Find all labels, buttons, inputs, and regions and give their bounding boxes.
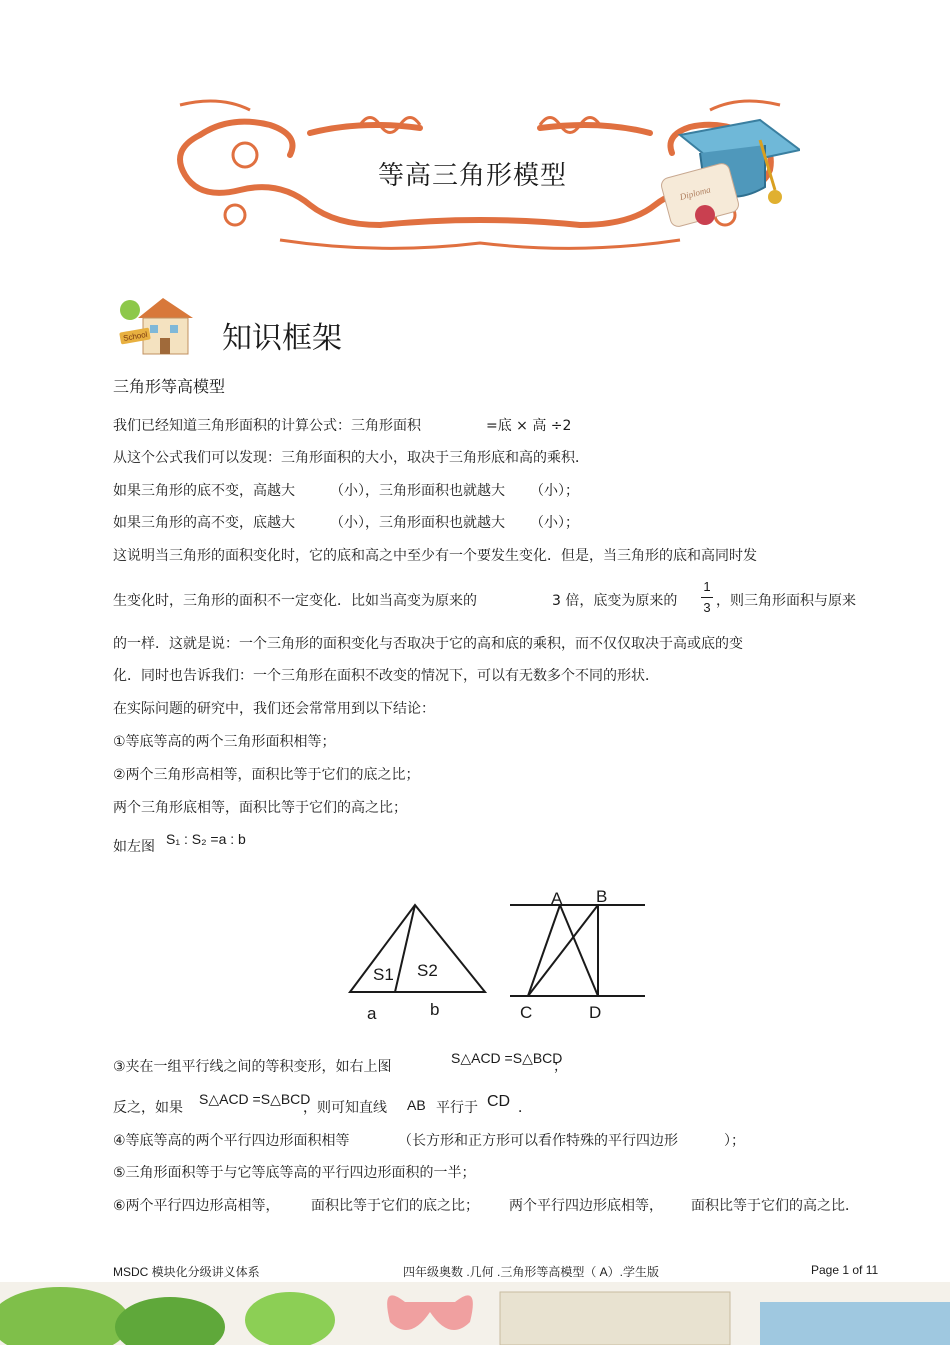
paragraph-line: [113, 415, 572, 435]
paragraph-line: [113, 512, 579, 532]
paragraph-line: [113, 590, 856, 610]
label-b: b: [430, 1000, 440, 1019]
text-span: 如果三角形的底不变，高越大: [113, 483, 295, 499]
text-span: 面积比等于它们的底之比；: [311, 1198, 479, 1214]
paragraph-line: 的一样．这就是说：一个三角形的面积变化与否取决于它的高和底的乘积，而不仅仅取决于高或底的变: [113, 636, 743, 652]
section-title: 知识框架: [222, 321, 342, 356]
text-span: 两个平行四边形底相等，: [509, 1198, 663, 1214]
area-formula: =底 × 高 ÷2: [486, 418, 572, 434]
paragraph-line: [113, 480, 579, 500]
subheading: 三角形等高模型: [113, 377, 226, 396]
text-span: （小）；: [530, 515, 579, 531]
text-span: （长方形和正方形可以看作特殊的平行四边形: [398, 1133, 678, 1149]
footer-left: MSDC 模块化分级讲义体系: [113, 1265, 260, 1279]
label-s1: S1: [373, 965, 394, 984]
line-cd: CD: [487, 1093, 511, 1110]
text-span: ．: [518, 1100, 532, 1116]
fraction-bar: [701, 597, 713, 598]
conclusion-5: ⑤三角形面积等于与它等底等高的平行四边形面积的一半；: [113, 1165, 476, 1181]
conclusion-4: [113, 1130, 745, 1150]
text-span: ④等底等高的两个平行四边形面积相等: [113, 1133, 350, 1149]
text-span: 平行于: [436, 1100, 478, 1116]
text-span: 反之，如果: [113, 1100, 183, 1116]
text-span: 如果三角形的高不变，底越大: [113, 515, 295, 531]
text-span: （小），三角形面积也就越大: [330, 515, 505, 531]
footer-center: 四年级奥数 .几何 .三角形等高模型（ A）.学生版: [403, 1265, 660, 1279]
text-span: （小），三角形面积也就越大: [330, 483, 505, 499]
text-span: ）；: [724, 1133, 745, 1149]
example-line: [113, 831, 246, 856]
text-span: 我们已经知道三角形面积的计算公式：三角形面积: [113, 418, 421, 434]
paragraph-line: 从这个公式我们可以发现：三角形面积的大小，取决于三角形底和高的乘积．: [113, 450, 589, 466]
line-ab: AB: [407, 1097, 426, 1113]
paragraph-line: 在实际问题的研究中，我们还会常常用到以下结论：: [113, 701, 435, 717]
converse-line: [113, 1091, 532, 1117]
text-span: 生变化时，三角形的面积不一定变化．比如当高变为原来的: [113, 593, 477, 609]
text-span: ；: [553, 1059, 567, 1075]
label-s2: S2: [417, 961, 438, 980]
text-span: 如左图: [113, 839, 155, 855]
conclusion-2b: 两个三角形底相等，面积比等于它们的高之比；: [113, 800, 407, 816]
fraction-denominator: 3: [703, 600, 711, 615]
conclusion-6: [113, 1195, 859, 1215]
school-house-icon: [118, 290, 198, 360]
school-sign-label: School: [122, 329, 149, 344]
area-equality-formula: S△ACD =S△BCD: [199, 1091, 311, 1107]
footer-page-number: Page 1 of 11: [811, 1263, 879, 1277]
label-A: A: [551, 889, 563, 908]
label-a: a: [367, 1004, 377, 1023]
paragraph-line: 这说明当三角形的面积变化时，它的底和高之中至少有一个要发生变化．但是，当三角形的底和高同时发: [113, 548, 757, 564]
geometry-figures: [340, 880, 660, 1025]
fraction-numerator: 1: [703, 579, 711, 594]
paragraph-line: 化．同时也告诉我们：一个三角形在面积不改变的情况下，可以有无数多个不同的形状．: [113, 668, 659, 684]
label-D: D: [589, 1003, 602, 1022]
area-equality-formula: S△ACD =S△BCD: [451, 1050, 563, 1066]
text-span: 面积比等于它们的高之比．: [691, 1198, 859, 1214]
label-B: B: [596, 887, 608, 906]
conclusion-3: [113, 1050, 567, 1076]
diploma-icon: [660, 162, 741, 228]
text-span: （小）；: [530, 483, 579, 499]
diploma-label: Diploma: [678, 184, 712, 203]
label-C: C: [520, 1003, 533, 1022]
text-span: 3 倍，底变为原来的: [552, 593, 678, 609]
text-span: ③夹在一组平行线之间的等积变形，如右上图: [113, 1059, 392, 1075]
text-span: ，则三角形面积与原来: [716, 593, 856, 609]
conclusion-2: ②两个三角形高相等，面积比等于它们的底之比；: [113, 767, 420, 783]
conclusion-1: ①等底等高的两个三角形面积相等；: [113, 734, 336, 750]
page-title: 等高三角形模型: [377, 161, 567, 191]
text-span: ，则可知直线: [303, 1100, 387, 1116]
bottom-decoration: [0, 1282, 950, 1345]
ratio-formula: S₁ : S₂ =a : b: [166, 831, 246, 847]
text-span: ⑥两个平行四边形高相等，: [113, 1198, 280, 1214]
